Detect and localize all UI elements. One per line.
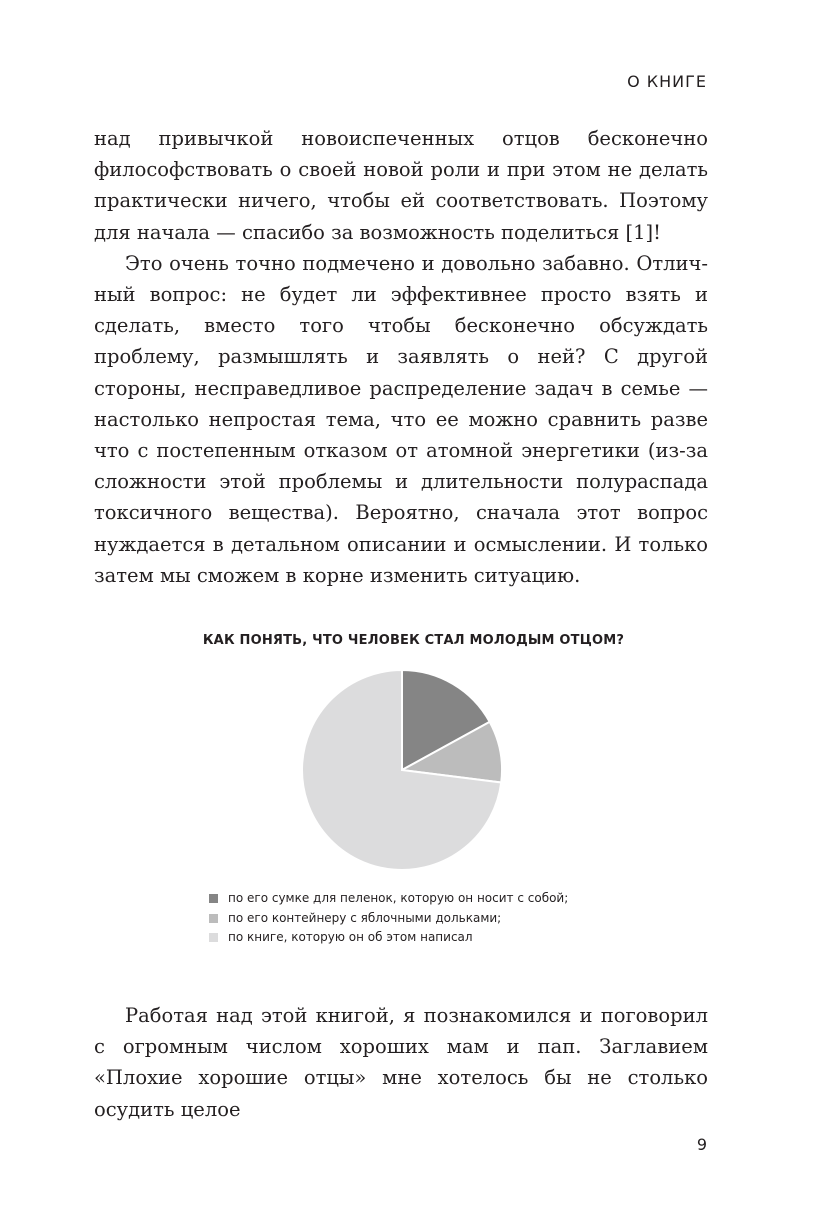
legend-swatch <box>209 914 218 923</box>
chart-legend <box>209 889 568 948</box>
paragraph: Работая над этой книгой, я познакомился и поговорил с огромным числом хороших мам и пап. Заглавием «Плохие хорошие отцы» мне хотелось бы не столько осудить целое <box>94 1004 708 1121</box>
legend-label: по его контейнеру с яблочными дольками; <box>228 910 502 925</box>
page-number: 9 <box>696 1135 707 1154</box>
chart-title: КАК ПОНЯТЬ, ЧТО ЧЕЛОВЕК СТАЛ МОЛОДЫМ ОТЦОМ? <box>202 633 625 648</box>
legend-item <box>209 909 568 929</box>
paragraph: над привычкой новоиспеченных отцов бесконечно философствовать о своей новой роли и при этом не делать практически ничего, чтобы ей соответствовать. Поэтому для начала — спасибо за возможность поделиться [1]! <box>94 127 708 244</box>
legend-item <box>209 928 568 948</box>
running-head: О КНИГЕ <box>627 72 707 91</box>
body-text-top <box>94 123 708 591</box>
legend-swatch <box>209 933 218 942</box>
legend-swatch <box>209 894 218 903</box>
legend-item <box>209 889 568 909</box>
legend-label: по его сумке для пеленок, которую он носит с собой; <box>228 891 569 905</box>
pie-chart <box>290 660 520 880</box>
body-text-bottom <box>94 1000 708 1125</box>
legend-label: по книге, которую он об этом написал <box>228 930 473 944</box>
paragraph: Это очень точно подмечено и довольно забавно. Отличный вопрос: не будет ли эффективнее просто взять и сделать, вместо того чтобы бесконечно обсуждать проблему, размышлять и заявлять о ней? С другой стороны, несправедливое распределение задач в семье — настолько непростая тема, что ее можно сравнить разве что с постепенным отказом от атомной энергетики (из-за сложности этой проблемы и длительности полураспада токсичного вещества). Вероятно, сначала этот вопрос нуждается в детальном описании и осмыслении. И только затем мы сможем в корне изменить ситуацию. <box>94 251 708 587</box>
